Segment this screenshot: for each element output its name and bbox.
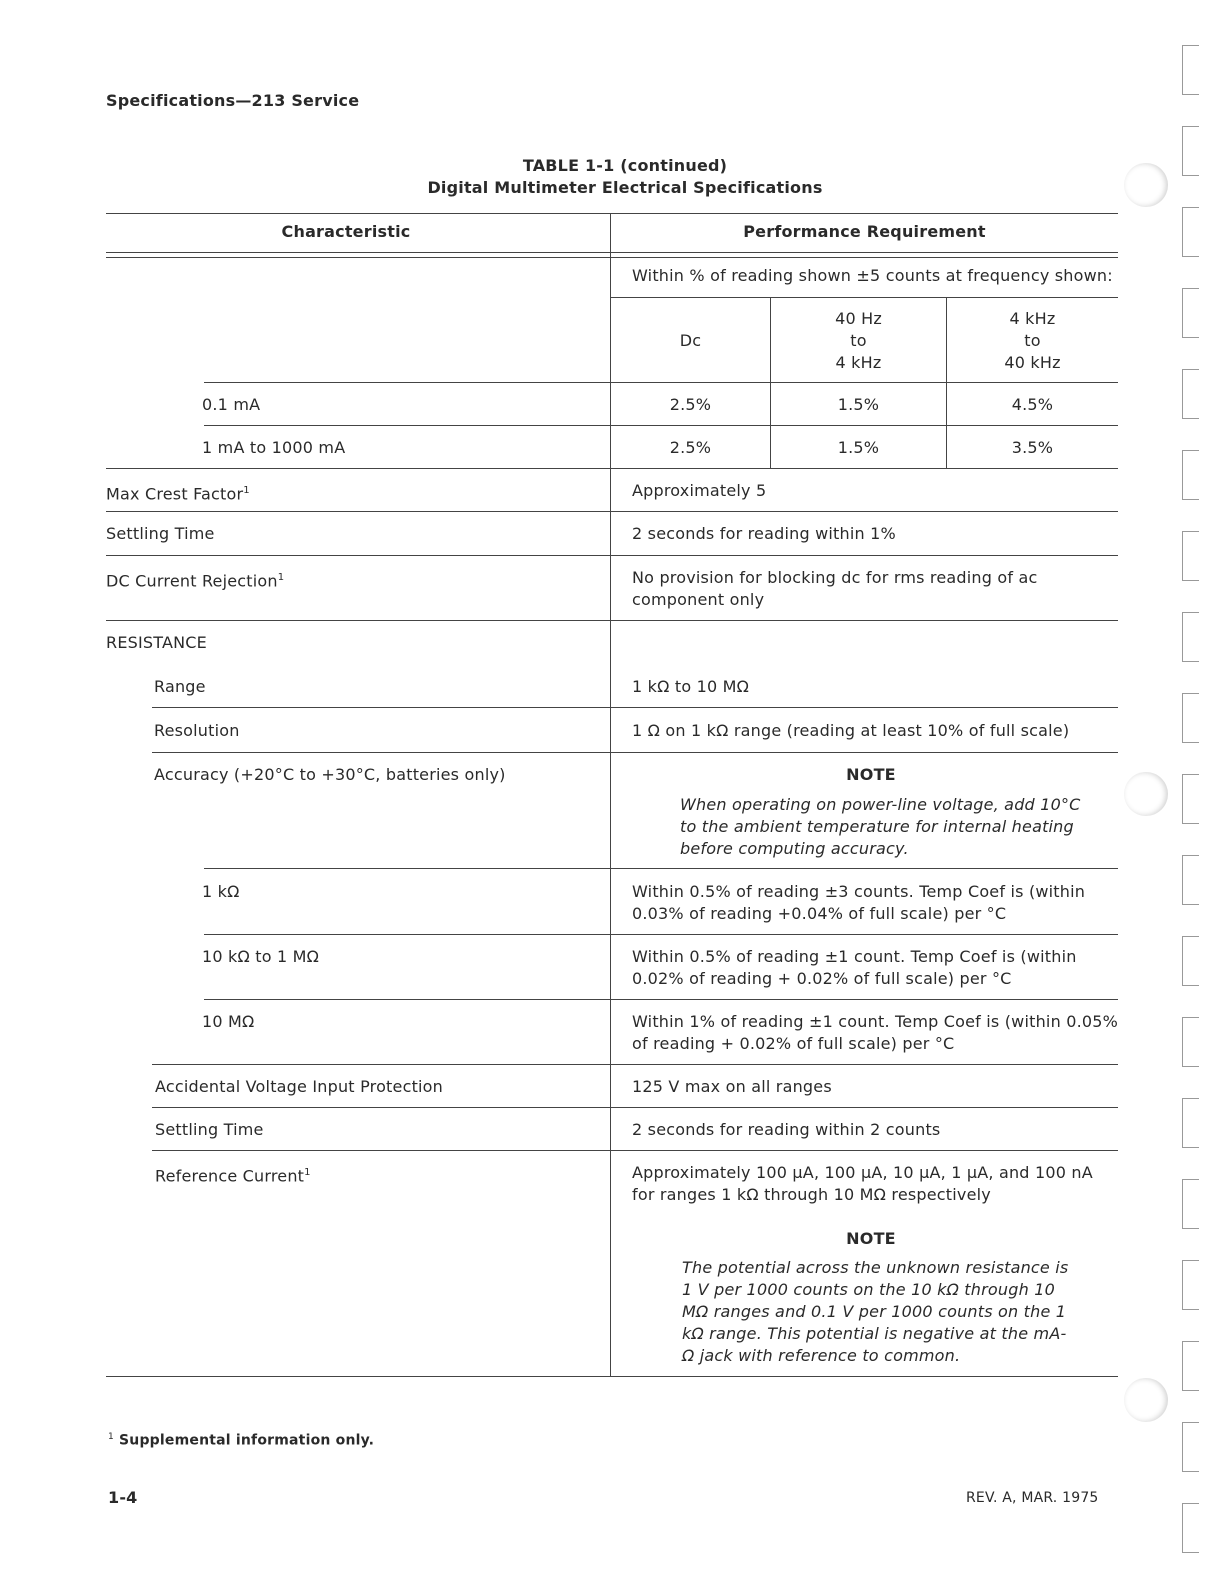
- footnote-text: Supplemental information only.: [119, 1432, 375, 1449]
- resolution-value: 1 Ω on 1 kΩ range (reading at least 10% of full scale): [632, 721, 1070, 740]
- dc-rejection-text: DC Current Rejection: [106, 571, 278, 591]
- row-rule: [152, 752, 1118, 753]
- binder-hole: [1124, 163, 1168, 207]
- r10m-value: Within 1% of reading ±1 count. Temp Coef is (within 0.05% of reading + 0.02% of full scale) per °C: [632, 1012, 1119, 1053]
- ref-current-label: [155, 1162, 311, 1187]
- ac-current-intro: Within % of reading shown ±5 counts at frequency shown:: [632, 266, 1113, 285]
- accuracy-label: Accuracy (+20°C to +30°C, batteries only): [154, 765, 506, 784]
- table-title: TABLE 1-1 (continued): [522, 156, 728, 175]
- accuracy-note-text: When operating on power-line voltage, add 10°C to the ambient temperature for internal heating before computing accuracy.: [680, 795, 1081, 858]
- edge-tab: [1182, 45, 1199, 95]
- subtable-top-rule: [611, 297, 1118, 298]
- ac-row-dc: 2.5%: [669, 438, 712, 457]
- binder-hole: [1124, 1378, 1168, 1422]
- freq-header-dc: Dc: [679, 331, 702, 350]
- freq-header-high-l1: 4 kHz: [1009, 309, 1056, 328]
- edge-tab: [1182, 1179, 1199, 1229]
- row-rule: [152, 1150, 1118, 1151]
- row-rule: [204, 868, 1118, 869]
- row-rule: [106, 468, 1118, 469]
- table-top-rule: [106, 213, 1118, 214]
- edge-tab: [1182, 207, 1199, 257]
- edge-tab: [1182, 693, 1199, 743]
- protection-label: Accidental Voltage Input Protection: [155, 1077, 444, 1096]
- edge-tab: [1182, 1098, 1199, 1148]
- row-rule: [204, 934, 1118, 935]
- row-rule: [152, 1064, 1118, 1065]
- settling-time-2-value: 2 seconds for reading within 2 counts: [632, 1120, 941, 1139]
- edge-tab: [1182, 1422, 1199, 1472]
- edge-tab: [1182, 936, 1199, 986]
- protection-value: 125 V max on all ranges: [632, 1077, 832, 1096]
- r1k-label: 1 kΩ: [202, 882, 240, 901]
- edge-tab: [1182, 450, 1199, 500]
- row-rule: [106, 620, 1118, 621]
- edge-tab: [1182, 126, 1199, 176]
- header-rule-1: [106, 252, 1118, 253]
- crest-factor-label: [106, 480, 250, 505]
- row-rule: [152, 1107, 1118, 1108]
- ac-row-f2: 4.5%: [1011, 395, 1054, 414]
- range-value: 1 kΩ to 10 MΩ: [632, 677, 750, 696]
- ac-row-label: 0.1 mA: [202, 395, 261, 414]
- accuracy-note-title: NOTE: [846, 765, 896, 784]
- edge-tab: [1182, 1503, 1199, 1553]
- footnote-mark: 1: [108, 1432, 114, 1442]
- ac-row-f2: 3.5%: [1011, 438, 1054, 457]
- ref-note-title: NOTE: [846, 1229, 896, 1248]
- row-rule: [204, 382, 1118, 383]
- crest-factor-text: Max Crest Factor: [106, 484, 244, 504]
- edge-tab: [1182, 531, 1199, 581]
- footnote-mark: 1: [243, 485, 250, 496]
- ref-current-value: Approximately 100 μA, 100 μA, 10 μA, 1 μA, and 100 nA for ranges 1 kΩ through 10 MΩ respectively: [632, 1163, 1093, 1204]
- table-bottom-rule: [106, 1376, 1118, 1377]
- r10k-value: Within 0.5% of reading ±1 count. Temp Coef is (within 0.02% of reading + 0.02% of full scale) per °C: [632, 947, 1077, 988]
- section-header: Specifications—213 Service: [106, 91, 360, 110]
- resolution-label: Resolution: [154, 721, 240, 740]
- column-header-characteristic: Characteristic: [281, 222, 411, 241]
- ref-current-text: Reference Current: [155, 1166, 305, 1186]
- table-subtitle: Digital Multimeter Electrical Specifications: [427, 178, 823, 197]
- binder-hole: [1124, 772, 1168, 816]
- dc-rejection-value: No provision for blocking dc for rms reading of ac component only: [632, 568, 1038, 609]
- footnote-mark: 1: [277, 572, 285, 583]
- row-rule: [106, 511, 1118, 512]
- ref-note-text: The potential across the unknown resistance is 1 V per 1000 counts on the 10 kΩ through 10 MΩ ranges and 0.1 V per 1000 counts on the 1 kΩ range. This potential is negative at the mA-Ω jack with reference to common.: [682, 1258, 1069, 1365]
- edge-tab: [1182, 1017, 1199, 1067]
- edge-tab: [1182, 612, 1199, 662]
- settling-time-label: Settling Time: [106, 524, 215, 543]
- freq-header-mid-l3: 4 kHz: [835, 353, 882, 372]
- revision-date: REV. A, MAR. 1975: [966, 1490, 1099, 1506]
- footnote-mark: 1: [304, 1167, 311, 1178]
- freq-header-high-l2: to: [1024, 331, 1041, 350]
- r10k-label: 10 kΩ to 1 MΩ: [202, 947, 320, 966]
- row-rule: [106, 555, 1118, 556]
- row-rule: [204, 999, 1118, 1000]
- edge-tab: [1182, 774, 1199, 824]
- page-number: 1-4: [108, 1488, 138, 1507]
- row-rule: [152, 707, 1118, 708]
- column-divider: [610, 213, 611, 1377]
- footnote: [108, 1426, 374, 1452]
- header-rule-2: [106, 257, 1118, 258]
- r1k-value: Within 0.5% of reading ±3 counts. Temp Coef is (within 0.03% of reading +0.04% of full scale) per °C: [632, 882, 1086, 923]
- edge-tab: [1182, 1341, 1199, 1391]
- resistance-heading: RESISTANCE: [106, 633, 207, 652]
- column-header-performance: Performance Requirement: [743, 222, 986, 241]
- dc-rejection-label: [106, 567, 284, 592]
- settling-time-value: 2 seconds for reading within 1%: [632, 524, 896, 543]
- ac-row-f1: 1.5%: [837, 438, 880, 457]
- crest-factor-value: Approximately 5: [632, 481, 767, 500]
- freq-header-mid-l1: 40 Hz: [835, 309, 882, 328]
- freq-header-high-l3: 40 kHz: [1004, 353, 1061, 372]
- ac-row-dc: 2.5%: [669, 395, 712, 414]
- edge-tab: [1182, 855, 1199, 905]
- ac-row-f1: 1.5%: [837, 395, 880, 414]
- freq-header-mid-l2: to: [850, 331, 867, 350]
- edge-tab: [1182, 288, 1199, 338]
- range-label: Range: [154, 677, 206, 696]
- edge-tab: [1182, 369, 1199, 419]
- row-rule: [204, 425, 1118, 426]
- edge-tab: [1182, 1260, 1199, 1310]
- ac-row-label: 1 mA to 1000 mA: [202, 438, 346, 457]
- r10m-label: 10 MΩ: [202, 1012, 255, 1031]
- settling-time-2-label: Settling Time: [155, 1120, 264, 1139]
